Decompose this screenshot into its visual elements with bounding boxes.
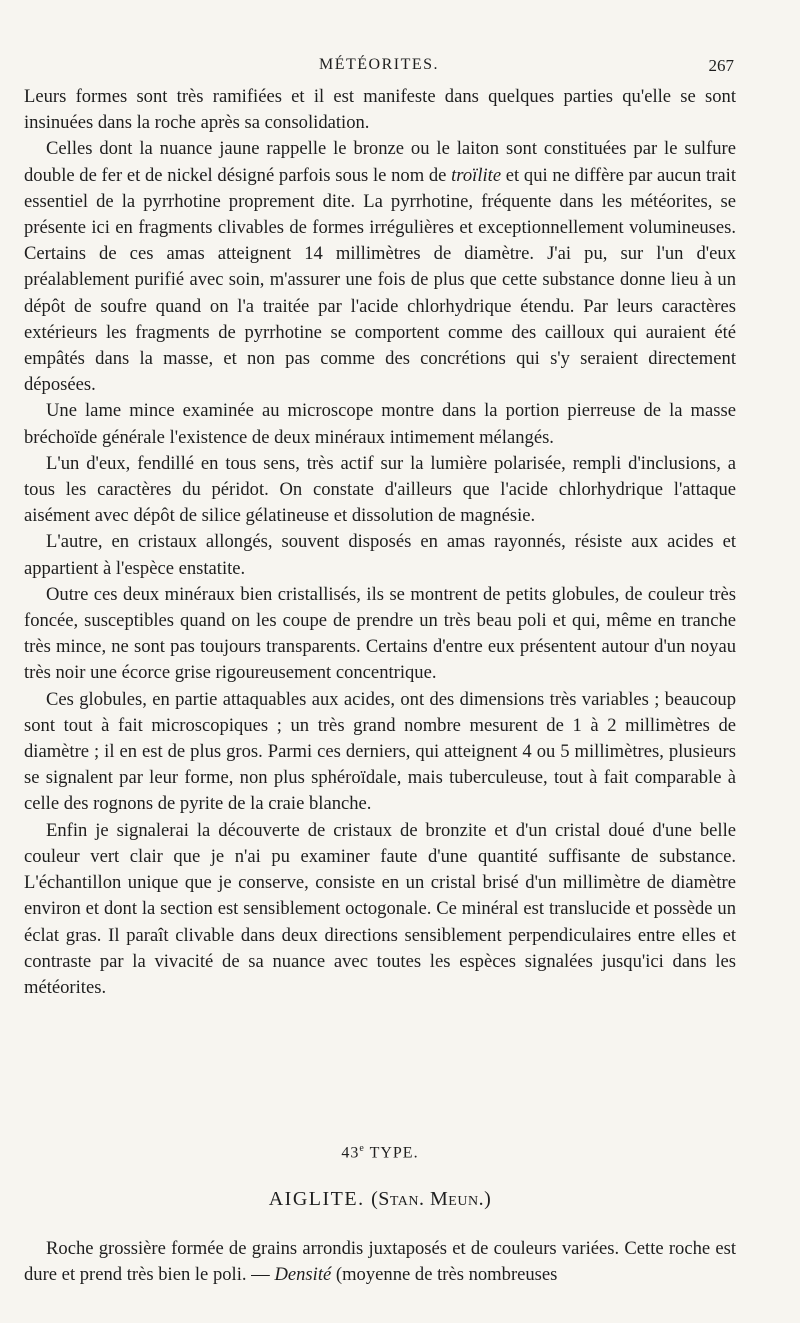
- body-text: [24, 84, 736, 1001]
- paragraph: [24, 1236, 736, 1288]
- paragraph: [24, 398, 736, 450]
- paragraph-text: Une lame mince examinée au microscope montre dans la portion pierreuse de la masse bréchoïde générale l'existence de deux minéraux intimement mélangés.: [24, 400, 736, 448]
- paragraph-text: Leurs formes sont très ramifiées et il est manifeste dans quelques parties qu'elle se sont insinuées dans la roche après sa consolidation.: [24, 86, 736, 134]
- paragraph: [24, 451, 736, 530]
- paragraph: [24, 818, 736, 1001]
- type-label: TYPE.: [369, 1144, 419, 1162]
- section-title-text: AIGLITE.: [268, 1188, 365, 1210]
- paragraph-text: Enfin je signalerai la découverte de cristaux de bronzite et d'un cristal doué d'une belle couleur vert clair que je n'ai pu examiner faute d'une quantité suffisante de substance. L'échantillon unique que je conserve, consiste en un cristal brisé d'un millimètre de diamètre environ et dont la section est sensiblement octogonale. Ce minéral est translucide et possède un éclat gras. Il paraît clivable dans deux directions sensiblement perpendiculaires entre elles et contraste par la vivacité de sa nuance avec toutes les espèces signalées jusqu'ici dans les météorites.: [24, 819, 736, 998]
- paragraph-text: (moyenne de très nombreuses: [331, 1264, 558, 1286]
- paragraph: [24, 84, 736, 136]
- section-body: [24, 1236, 736, 1288]
- type-number: 43: [341, 1144, 360, 1162]
- paragraph: [24, 582, 736, 687]
- running-head: [24, 56, 734, 80]
- paragraph-text: L'un d'eux, fendillé en tous sens, très actif sur la lumière polarisée, rempli d'inclusions, a tous les caractères du péridot. On constate d'ailleurs que l'acide chlorhydrique l'attaque aisément avec dépôt de silice gélatineuse et dissolution de magnésie.: [24, 452, 736, 527]
- paragraph-text: Celles dont la nuance jaune rappelle le bronze ou le laiton sont constituées par le sulfure double de fer et de nickel désigné parfois sous le nom de: [24, 138, 736, 186]
- paragraph: [24, 136, 736, 398]
- type-number-superscript: e: [359, 1143, 365, 1154]
- paragraph-text: Outre ces deux minéraux bien cristallisés, ils se montrent de petits globules, de couleur très foncée, susceptibles quand on les coupe de prendre un très beau poli et qui, même en tranche très mince, ne sont pas toujours transparents. Certains d'entre eux présentent autour d'un noyau très noir une écorce grise rigoureusement concentrique.: [24, 583, 736, 684]
- paragraph-text: Roche grossière formée de grains arrondis juxtaposés et de couleurs variées. Cette roche est dure et prend très bien le poli. —: [24, 1238, 736, 1286]
- paragraph-italic-term: Densité: [274, 1264, 332, 1286]
- running-title: MÉTÉORITES.: [318, 56, 440, 73]
- paragraph-text: L'autre, en cristaux allongés, souvent disposés en amas rayonnés, résiste aux acides et appartient à l'espèce enstatite.: [24, 531, 736, 579]
- section-type-heading: [24, 1143, 736, 1162]
- section-title: [24, 1188, 736, 1211]
- page-number: 267: [708, 56, 734, 75]
- paragraph: [24, 529, 736, 581]
- section-author: (Stan. Meun.): [371, 1188, 492, 1210]
- paragraph-text: et qui ne diffère par aucun trait essentiel de la pyrrhotine proprement dite. La pyrrhotine, fréquente dans les météorites, se présente ici en fragments clivables de formes irrégulières et exceptionnellement volumineuses. Certains de ces amas atteignent 14 millimètres de diamètre. J'ai pu, sur l'un d'eux préalablement purifié avec soin, m'assurer une fois de plus que cette substance donne lieu à un dépôt de soufre quand on l'a traitée par l'acide chlorhydrique étendu. Par leurs caractères extérieurs les fragments de pyrrhotine se comportent comme des cailloux qui auraient été empâtés dans la masse, et non pas comme des concrétions qui s'y seraient directement déposées.: [24, 164, 737, 396]
- paragraph-text: Ces globules, en partie attaquables aux acides, ont des dimensions très variables ; beaucoup sont tout à fait microscopiques ; un très grand nombre mesurent de 1 à 2 millimètres de diamètre ; il en est de plus gros. Parmi ces derniers, qui atteignent 4 ou 5 millimètres, plusieurs se signalent par leur forme, non plus sphéroïdale, mais tuberculeuse, tout à fait comparable à celle des rognons de pyrite de la craie blanche.: [24, 688, 736, 815]
- paragraph-italic-term: troïlite: [451, 164, 502, 186]
- paragraph: [24, 687, 736, 818]
